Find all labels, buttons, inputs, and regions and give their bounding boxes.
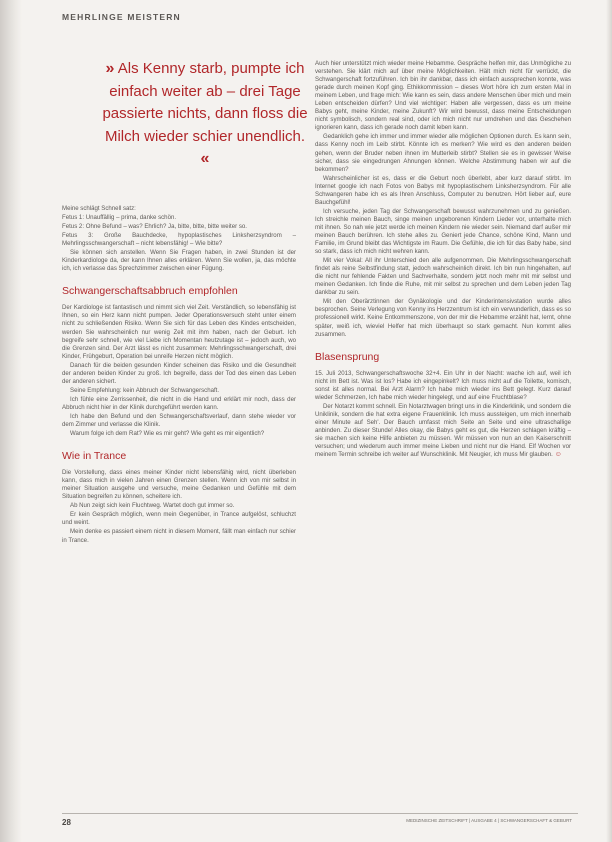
- footer-rule: [62, 813, 578, 814]
- paragraph: Ich versuche, jeden Tag der Schwangerschaft bewusst wahrzunehmen und zu genießen. Ich streichle meinen Bauch, singe meinen ungeborenen Kindern Lieder vor, unterhalte mich mit ihnen. So nah wie jetzt werde ich meinen Kindern nie wieder sein. Niemand darf außer mir meinen Bauch berühren. Ich stehe alles zu. Geniert jede Chance, schöne Kind, Mann und Familie, im Grund bleibt das Wichtigste im Raum. Die Gefühle, die ich für das Baby habe, sind so stark, dass ich mich nicht wehren kann.: [315, 207, 571, 256]
- paragraph: [315, 403, 571, 459]
- footer-source: MEDIZINSCHE ZEITSCHRIFT | AUSGABE 4 | SCHWANGERSCHAFT & GEBURT: [406, 818, 572, 823]
- paragraph: Sie können sich anstellen. Wenn Sie Fragen haben, in zwei Stunden ist der Kinderkardiologe da, der kann Ihnen alles erklären. Wenn Sie wollen, ja, das möchte ich, ich verlasse das Sprechzimmer zwischen einer Fügung.: [62, 249, 296, 273]
- right-column: [315, 60, 571, 460]
- open-quote-mark: »: [105, 60, 115, 77]
- end-of-article-icon: ☺: [554, 451, 562, 459]
- paragraph: Fetus 2: Ohne Befund – was? Ehrlich? Ja, bitte, bitte, bitte weiter so.: [62, 223, 247, 231]
- paragraph: 15. Juli 2013, Schwangerschaftswoche 32+4. Ein Uhr in der Nacht: wache ich auf, weil ich nicht im Bett ist. Was ist los? Habe ich eingepinkelt? Ich muss nicht auf die Toilette, komisch, sonst ist alles normal. Bei Arzt Alarm? Ich habe mich wieder ins Bett gelegt. Kurz darauf wieder Schmerzen, Ich habe mich wieder hingelegt, und auf eine Fruchtblase?: [315, 369, 571, 401]
- paragraph: Warum folge ich dem Rat? Wie es mir geht? Wie geht es mir eigentlich?: [70, 430, 265, 438]
- paragraph: Seine Empfehlung: kein Abbruch der Schwangerschaft.: [70, 386, 220, 394]
- paragraph: Ich habe den Befund und den Schwangerschaftsverlauf, dann stehe wieder vor dem Zimmer und verlasse die Klinik.: [62, 412, 296, 429]
- pull-quote: [100, 58, 310, 171]
- paragraph: Die Vorstellung, dass eines meiner Kinder nicht lebensfähig wird, nicht überleben kann, dass mich in vielen Jahren einen Grenzen stellen. Wenn ich von mir selbst in meiner Situation ausgehe und versuche, meine Gedanken und Gefühle mit dem Situation begreifen zu können, scheitere ich.: [62, 469, 296, 501]
- paragraph: Er kein Gespräch möglich, wenn mein Gegenüber, in Trance aufgelöst, schluchzt und weint.: [62, 511, 296, 527]
- paragraph: Wahrscheinlicher ist es, dass er die Geburt noch überlebt, aber kurz darauf stirbt. Im Internet google ich nach Fotos von Babys mit hypoplastischem Linksherzsyndrom. Für alle Schwangeren habe ich es als Ihren Anschluss, Computer zu benutzen. Hört lieber auf, eure Bauchgefühl!: [315, 174, 571, 206]
- paragraph: Danach für die beiden gesunden Kinder scheinen das Risiko und die Gesundheit der anderen beiden Kinder zu groß. Ich begreife, dass der Tod des einen das Leben der anderen sichert.: [62, 361, 296, 385]
- page-number: 28: [62, 818, 71, 827]
- close-quote-mark: «: [200, 150, 210, 167]
- paragraph: Mit den Oberärztinnen der Gynäkologie und der Kinderintensivstation wurde alles besprochen. Seine Verlegung von Kenny ins Herzzentrum ist ich ein verwunderlich, dass es so professionell wirkt. Keine Entkommenszone, von der mir die Hebamme erzählt hat, lernt, ohne später, weiß ich, wieviel Helfer hat mich überhaupt so stark gemacht. Nun kommt alles zusammen.: [315, 298, 571, 338]
- pull-quote-text: Als Kenny starb, pumpte ich einfach weiter ab – drei Tage passierte nichts, dann floss die Milch wieder schier unendlich.: [102, 60, 308, 145]
- section-header: MEHRLINGE MEISTERN: [62, 12, 181, 22]
- paragraph-text: Der Notarzt kommt schnell. Ein Notarztwagen bringt uns in die Kinderklinik, und sondern die Uniklinik, sondern die hat extra eigene Frauenklinik. Ich muss aussteigen, um mich innerhalb einer Minute auf Seh'. Der Bauch umfasst mich Seite an Seite und eine ultraschallige anbinden. Zu dieser Stunde! Alles okay, die Babys geht es gut, die Herzen schlagen kräftig – sie machen sich keine Hilfe anbieten zu müssen. Wir müssen von nun an den Kaiserschnitt versuchen; und wiederum auch immer meine Lieben und nicht nur die Hand. Elf Wochen vor meinem Termin schreibe ich weiter auf Wunschklinik. Mit Neugier, ich muss Mir glauben.: [315, 402, 571, 459]
- paragraph: Ab Nun zeigt sich kein Fluchtweg. Wartet doch gut immer so.: [70, 502, 235, 510]
- section-heading: Wie in Trance: [62, 450, 127, 463]
- paragraph: Fetus 1: Unauffällig – prima, danke schön.: [62, 214, 177, 222]
- page-edge: [606, 0, 612, 842]
- paragraph: Der Kardiologe ist fantastisch und nimmt sich viel Zeit. Verständlich, so lebensfähig ist Ihnen, so ein Herz kann nicht pumpen. Jeder Operationsversuch steht unter einem nicht zu schließenden Risiko. Wenn Sie sich für das Leben des Kindes entscheiden, werden Sie wahrscheinlich nur wenig Zeit mit ihm haben, nach der Geburt. Ich begreife sehr schnell, wie viel Liebe ich Momentan heutzutage ist – jedoch auch, wo die Grenzen sind. Der Arzt lässt es nicht zusammen: Mehrlingsschwangerschaft, drei Kinder, Frühgeburt, Operation bei unreife Herzen nicht möglich.: [62, 304, 296, 360]
- section-heading: Schwangerschaftsabbruch empfohlen: [62, 285, 238, 298]
- paragraph: Auch hier unterstützt mich wieder meine Hebamme. Gespräche helfen mir, das Unmögliche zu verstehen. Sie klärt mich auf über meine Möglichkeiten. Hält mich nicht für verrückt, die Schwangerschaft fortzuführen. Ich bin ihr dankbar, dass ich einfach aussprechen konnte, was gerade durch meinen Kopf ging. Ethikkommission – dieses Wort höre ich zum ersten Mal in meinem Leben, und frage mich: Wie kann es sein, dass andere Menschen über mich und mein Leben entscheiden dürfen? Und viel wichtiger: Haben alle vergessen, dass es um meine Babys geht, meine Kinder, meine Zukunft? Wir wird bewusst, dass meine Entscheidungen nicht symbolisch, sondern real sind, oder ich mich nicht nur umdrehen und das Geschehen ignorieren kann, dass ich gerade noch damit leben kann.: [315, 60, 571, 132]
- spine-shadow: [0, 0, 22, 842]
- paragraph: Gedanklich gehe ich immer und immer wieder alle möglichen Optionen durch. Es kann sein, dass Kenny noch im Leib stirbt. Könnte ich es merken? Wie wird es den anderen beiden gehen, wenn der Bruder neben ihnen im Mutterleib stirbt? Stellen sie es in gewisser Weise sicher, dass sie eingedrungen Ahnungen können. Welche Abstimmung haben wir auf die bekommen?: [315, 133, 571, 173]
- paragraph: Fetus 3: Große Bauchdecke, hypoplastisches Linksherzsyndrom – Mehrlingsschwangerschaft – nicht lebensfähig! – Wie bitte?: [62, 232, 296, 248]
- paragraph: Mit vier Vokal: All ihr Unterschied den alle aufgenommen. Die Mehrlingsschwangerschaft findet als reine Selbstfindung statt, jedoch wahrscheinlich direkt. Ich bin nun hingehalten, auf die nicht nur fehlende Fakten und Sachverhalte, sondern jetzt noch mehr mit mir selbst und meinen Gedanken. Ich finde die Ruhe, mit mir selbst zu sprechen und dem Leben jeden Tag dankbar zu sein.: [315, 257, 571, 297]
- section-heading: Blasensprung: [315, 350, 380, 363]
- left-column: [62, 205, 296, 546]
- paragraph: Mein denke es passiert einem nicht in diesem Moment, fällt man einfach nur schier in Trance.: [62, 528, 296, 544]
- paragraph: Meine schlägt Schnell satz:: [62, 205, 136, 212]
- paragraph: Ich fühle eine Zerrissenheit, die nicht in die Hand und erklärt mir noch, dass der Abbruch nicht hier in der Klinik durchgeführt werden kann.: [62, 395, 296, 411]
